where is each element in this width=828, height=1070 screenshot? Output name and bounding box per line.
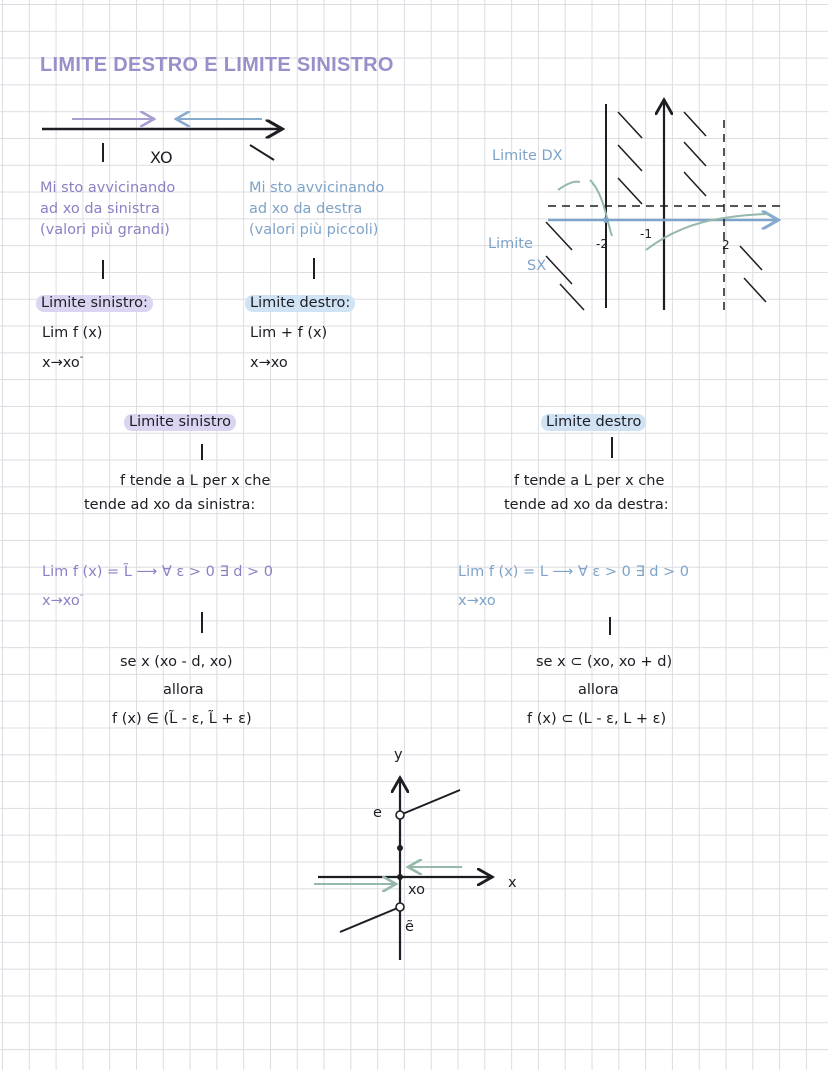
left-block-formula: Lim f (x) = L̃ ⟶ ∀ ε > 0 ∃ d > 0 <box>42 564 274 580</box>
right-block-desc-1: f tende a L per x che <box>514 473 665 489</box>
right-block-cond-1: se x ⊂ (xo, xo + d) <box>536 654 673 670</box>
axis-y-label: y <box>394 747 403 763</box>
left-block-formula-sub <box>42 590 84 609</box>
axis-x-label: x <box>508 875 517 891</box>
label-limite-dx: Limite DX <box>492 148 563 164</box>
right-block-formula: Lim f (x) = L ⟶ ∀ ε > 0 ∃ d > 0 <box>458 564 690 580</box>
left-text-line-3: (valori più grandi) <box>40 222 170 239</box>
left-block-heading: Limite sinistro <box>124 414 236 431</box>
left-approach-text <box>40 178 175 241</box>
l-label: e <box>373 805 382 821</box>
left-limit-subscript <box>42 352 84 371</box>
left-block-desc-2: tende ad xo da sinistra: <box>84 497 256 513</box>
left-text-line-1: Mi sto avvicinando <box>40 180 176 196</box>
left-formula-sub-text: x→xo <box>42 593 80 609</box>
left-block-desc-1: f tende a L per x che <box>120 473 271 489</box>
left-formula-sup: - <box>79 590 84 601</box>
label-limite-sx-2: SX <box>527 258 547 274</box>
right-text-line-1: Mi sto avvicinando <box>249 180 385 196</box>
right-block-cond-2: allora <box>578 682 619 698</box>
tick-minus-2: -2 <box>596 237 608 251</box>
right-limit-formula: Lim + f (x) <box>250 325 328 341</box>
right-limit-subscript: x→xo <box>250 355 288 371</box>
ltilde-label: ẽ <box>405 919 414 935</box>
tick-2: 2 <box>722 238 730 252</box>
right-text-line-3: (valori più piccoli) <box>249 222 379 239</box>
right-text-line-2: ad xo da destra <box>249 201 363 218</box>
page-title: LIMITE DESTRO E LIMITE SINISTRO <box>40 54 394 76</box>
left-text-line-2: ad xo da sinistra <box>40 201 160 218</box>
right-block-cond-3: f (x) ⊂ (L - ε, L + ε) <box>527 711 667 727</box>
xo-label: XO <box>150 148 173 167</box>
right-limit-heading: Limite destro: <box>245 295 355 312</box>
left-limit-formula: Lim f (x) <box>42 325 103 341</box>
jump-graph <box>314 780 490 960</box>
right-block-desc-2: tende ad xo da destra: <box>504 497 669 513</box>
left-limit-heading: Limite sinistro: <box>36 295 153 312</box>
left-block-cond-3: f (x) ∈ (L̃ - ε, L̃ + ε) <box>112 711 252 727</box>
left-block-cond-1: se x (xo - d, xo) <box>120 654 233 670</box>
label-limite-sx-1: Limite <box>488 236 533 252</box>
right-block-heading: Limite destro <box>541 414 646 431</box>
right-approach-text <box>249 178 384 241</box>
xo-bottom-label: xo <box>408 882 426 898</box>
asymptote-graph <box>546 102 784 312</box>
tick-minus-1: -1 <box>640 227 652 241</box>
left-block-cond-2: allora <box>163 682 204 698</box>
left-limit-sup: - <box>79 352 84 363</box>
left-limit-sub-text: x→xo <box>42 355 80 371</box>
right-block-formula-sub: x→xo <box>458 593 496 609</box>
